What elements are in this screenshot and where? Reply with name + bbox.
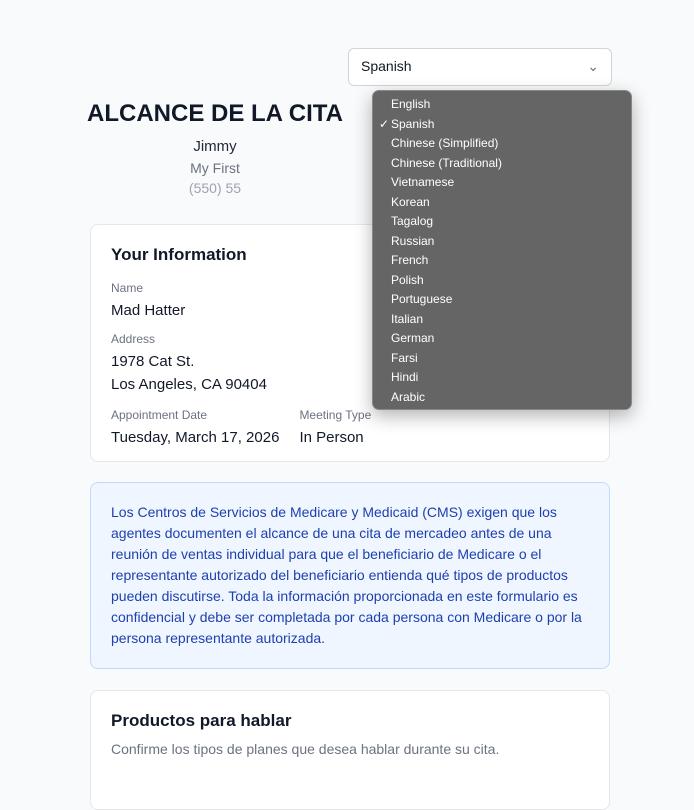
checkmark-icon: ✓	[379, 116, 390, 131]
agent-name: Jimmy	[193, 138, 237, 155]
meeting-type-value: In Person	[299, 429, 364, 446]
name-value: Mad Hatter	[111, 302, 186, 319]
language-option[interactable]	[373, 251, 631, 271]
language-option[interactable]	[373, 271, 631, 291]
language-option[interactable]	[373, 134, 631, 154]
language-option-label: Vietnamese	[391, 175, 455, 189]
address-label: Address	[111, 332, 156, 346]
language-option-label: French	[391, 253, 429, 267]
language-option-label: English	[391, 97, 431, 111]
cms-notice: Los Centros de Servicios de Medicare y Medicaid (CMS) exigen que los agentes documenten el alcance de una cita de mercadeo antes de una reunión de ventas individual para que el beneficiario de Medicare o el representante autorizado del beneficiario entienda qué tipos de productos pueden discutirse. Toda la información proporcionada en este formulario es confidencial y debe ser completada por cada persona con Medicare o por la persona representante autorizada.	[90, 482, 610, 669]
products-subtitle: Confirme los tipos de planes que desea hablar durante su cita.	[111, 741, 500, 757]
language-option[interactable]	[373, 349, 631, 369]
language-option[interactable]	[373, 115, 631, 135]
language-option[interactable]	[373, 232, 631, 252]
language-option[interactable]	[373, 329, 631, 349]
products-card	[90, 690, 610, 810]
page-title: ALCANCE DE LA CITA	[87, 100, 343, 127]
language-option[interactable]	[373, 388, 631, 408]
language-option[interactable]	[373, 212, 631, 232]
chevron-down-icon: ⌄	[587, 58, 599, 74]
agent-organization: My First	[190, 160, 240, 176]
language-option-label: Korean	[391, 194, 430, 209]
language-option[interactable]	[373, 173, 631, 193]
language-dropdown-menu	[372, 90, 632, 410]
language-option-label: Chinese (Traditional)	[391, 155, 502, 170]
address-line2: Los Angeles, CA 90404	[111, 376, 267, 393]
language-option-label: Tagalog	[391, 214, 434, 228]
language-option-label: Arabic	[391, 389, 426, 404]
agent-phone: (550) 55	[188, 180, 242, 196]
name-label: Name	[111, 281, 144, 295]
language-option-label: Hindi	[391, 370, 419, 384]
language-option[interactable]	[373, 95, 631, 115]
language-option[interactable]	[373, 154, 631, 174]
language-option-label: Portuguese	[391, 292, 453, 306]
products-heading: Productos para hablar	[111, 711, 292, 730]
language-option-label: Polish	[391, 272, 424, 287]
date-label: Appointment Date	[111, 408, 208, 422]
language-option[interactable]	[373, 368, 631, 388]
language-option-label: Italian	[391, 311, 424, 326]
meeting-type-label: Meeting Type	[299, 408, 372, 422]
language-option[interactable]	[373, 310, 631, 330]
date-value: Tuesday, March 17, 2026	[111, 429, 280, 446]
language-option-label: Spanish	[391, 116, 435, 131]
language-option-label: Chinese (Simplified)	[391, 136, 499, 150]
language-option-label: Russian	[391, 233, 435, 248]
address-line1: 1978 Cat St.	[111, 353, 195, 370]
section-heading: Your Information	[111, 245, 247, 264]
language-option-label: German	[391, 331, 435, 345]
language-option-label: Farsi	[391, 350, 418, 365]
language-select[interactable]	[348, 48, 612, 86]
language-option[interactable]	[373, 290, 631, 310]
language-option[interactable]	[373, 193, 631, 213]
language-select-value: Spanish	[361, 58, 412, 74]
